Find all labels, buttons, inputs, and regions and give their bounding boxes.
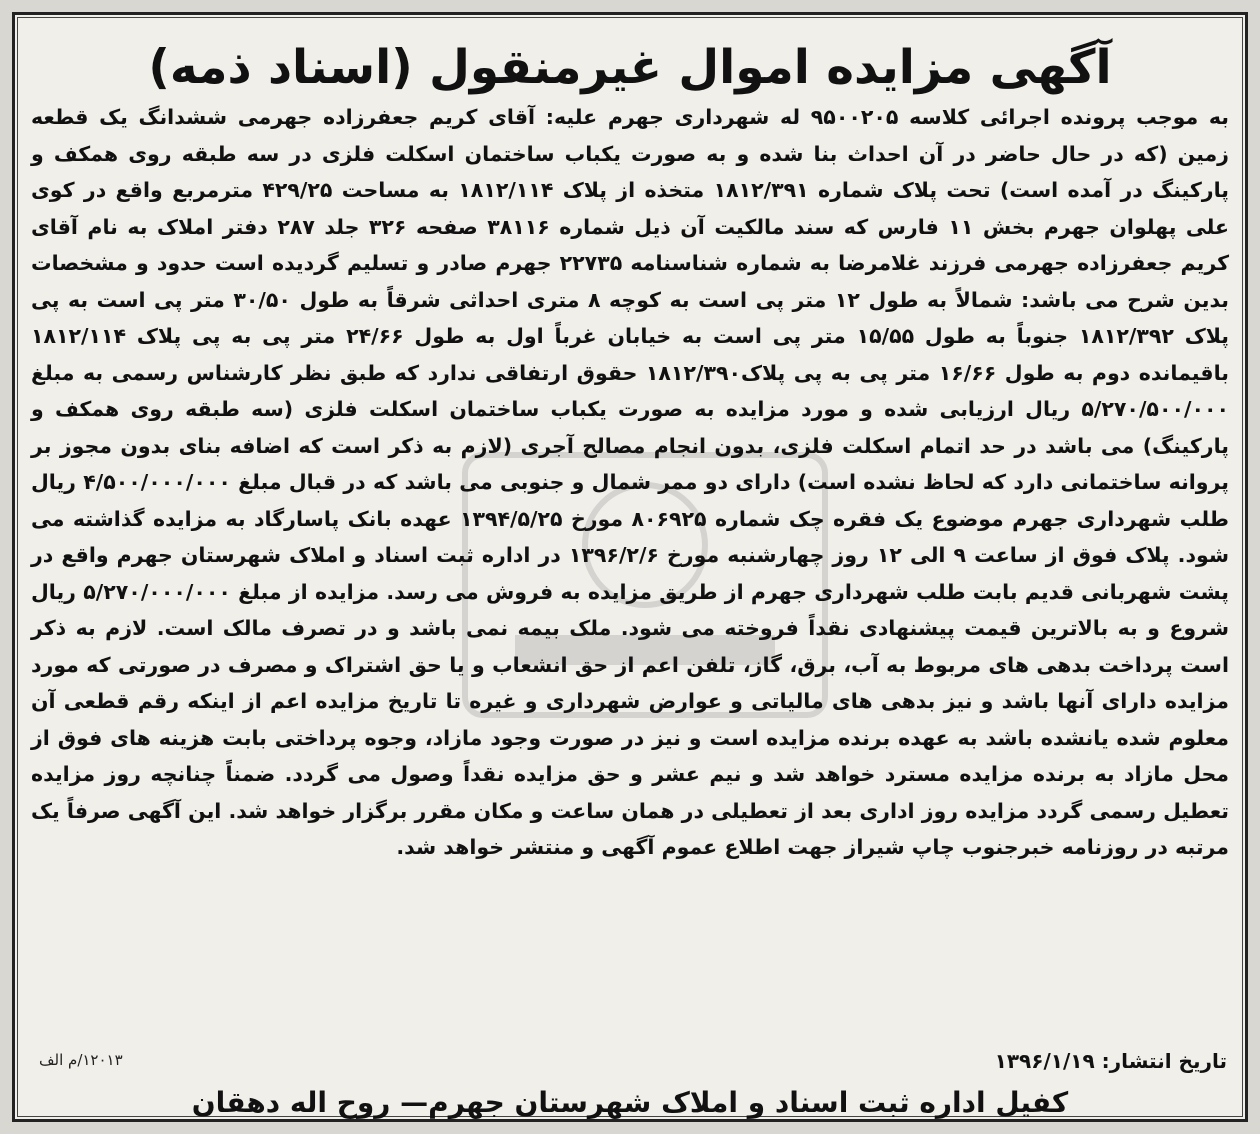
- notice-body: به موجب پرونده اجرائی کلاسه ۹۵۰۰۲۰۵ له شهرداری جهرم علیه: آقای کریم جعفرزاده جهرمی ششدانگ یک قطعه زمین (که در حال حاضر در آن احداث بنا شده و به صورت یکباب ساختمان اسکلت فلزی در سه طبقه روی همکف و پارکینگ در آمده است) تحت پلاک شماره ۱۸۱۲/۳۹۱ متخذه از پلاک ۱۸۱۲/۱۱۴ به مساحت ۴۲۹/۲۵ مترمربع واقع در کوی علی پهلوان جهرم بخش ۱۱ فارس که سند مالکیت آن ذیل شماره ۳۸۱۱۶ صفحه ۳۲۶ جلد ۲۸۷ دفتر املاک به نام آقای کریم جعفرزاده جهرمی فرزند غلامرضا به شماره شناسنامه ۲۲۷۳۵ جهرم صادر و تسلیم گردیده است حدود و مشخصات بدین شرح می باشد: شمالاً به طول ۱۲ متر پی است به کوچه ۸ متری احداثی شرقاً به طول ۳۰/۵۰ متر پی است به پی پلاک ۱۸۱۲/۳۹۲ جنوباً به طول ۱۵/۵۵ متر پی است به خیابان غرباً اول به طول ۲۴/۶۶ متر پی به پی پلاک ۱۸۱۲/۱۱۴ باقیمانده دوم به طول ۱۶/۶۶ متر پی به پی پلاک۱۸۱۲/۳۹۰ حقوق ارتفاقی ندارد که طبق نظر کارشناس رسمی به مبلغ ۵/۲۷۰/۵۰۰/۰۰۰ ریال ارزیابی شده و مورد مزایده به صورت یکباب ساختمان اسکلت فلزی (سه طبقه روی همکف و پارکینگ) می باشد در حد اتمام اسکلت فلزی، بدون انجام مصالح آجری (لازم به ذکر است که اضافه بنای بدون مجوز بر پروانه ساختمانی دارد که لحاظ نشده است) دارای دو ممر شمال و جنوبی می باشد که در قبال مبلغ ۴/۵۰۰/۰۰۰/۰۰۰ ریال طلب شهرداری جهرم موضوع یک فقره چک شماره ۸۰۶۹۲۵ مورخ ۱۳۹۴/۵/۲۵ عهده بانک پاسارگاد به مزایده گذاشته می شود. پلاک فوق از ساعت ۹ الی ۱۲ روز چهارشنبه مورخ ۱۳۹۶/۲/۶ در اداره ثبت اسناد و املاک شهرستان جهرم واقع در پشت شهربانی قدیم بابت طلب شهرداری جهرم از طریق مزایده به فروش می رسد. مزایده از مبلغ ۵/۲۷۰/۰۰۰/۰۰۰ ریال شروع و به بالاترین قیمت پیشنهادی نقداً فروخته می شود. ملک بیمه نمی باشد و در تصرف مالک است. لازم به ذکر است پرداخت بدهی های مربوط به آب، برق، گاز، تلفن اعم از حق انشعاب و یا حق اشتراک و مصرف در صورتی که مورد مزایده دارای آنها باشد و نیز بدهی های مالیاتی و عوارض شهرداری و غیره تا تاریخ مزایده اعم از اینکه رقم قطعی آن معلوم شده یانشده باشد به عهده برنده مزایده است و نیز در صورت وجود مازاد، وجوه پرداختی بابت هزینه های فوق از محل مازاد به برنده مزایده مسترد خواهد شد و نیم عشر و حق مزایده نقداً وصول می گردد. ضمناً چنانچه روز مزایده تعطیل رسمی گردد مزایده روز اداری بعد از تعطیلی در همان ساعت و مکان مقرر برگزار خواهد شد. این آگهی صرفاً یک مرتبه در روزنامه خبرجنوب چاپ شیراز جهت اطلاع عموم آگهی و منتشر خواهد شد.: [31, 105, 1230, 859]
- reference-code: ۱۲۰۱۳/م الف: [39, 1051, 123, 1069]
- signature-line: کفیل اداره ثبت اسناد و املاک شهرستان جهرم— روح اله دهقان: [191, 1086, 1069, 1119]
- notice-title: آگهی مزایده اموال غیرمنقول (اسناد ذمه): [148, 40, 1112, 95]
- notice-page: [12, 12, 1248, 1122]
- footer-row: [33, 1045, 1227, 1085]
- publication-date: تاریخ انتشار: ۱۳۹۶/۱/۱۹: [994, 1049, 1227, 1073]
